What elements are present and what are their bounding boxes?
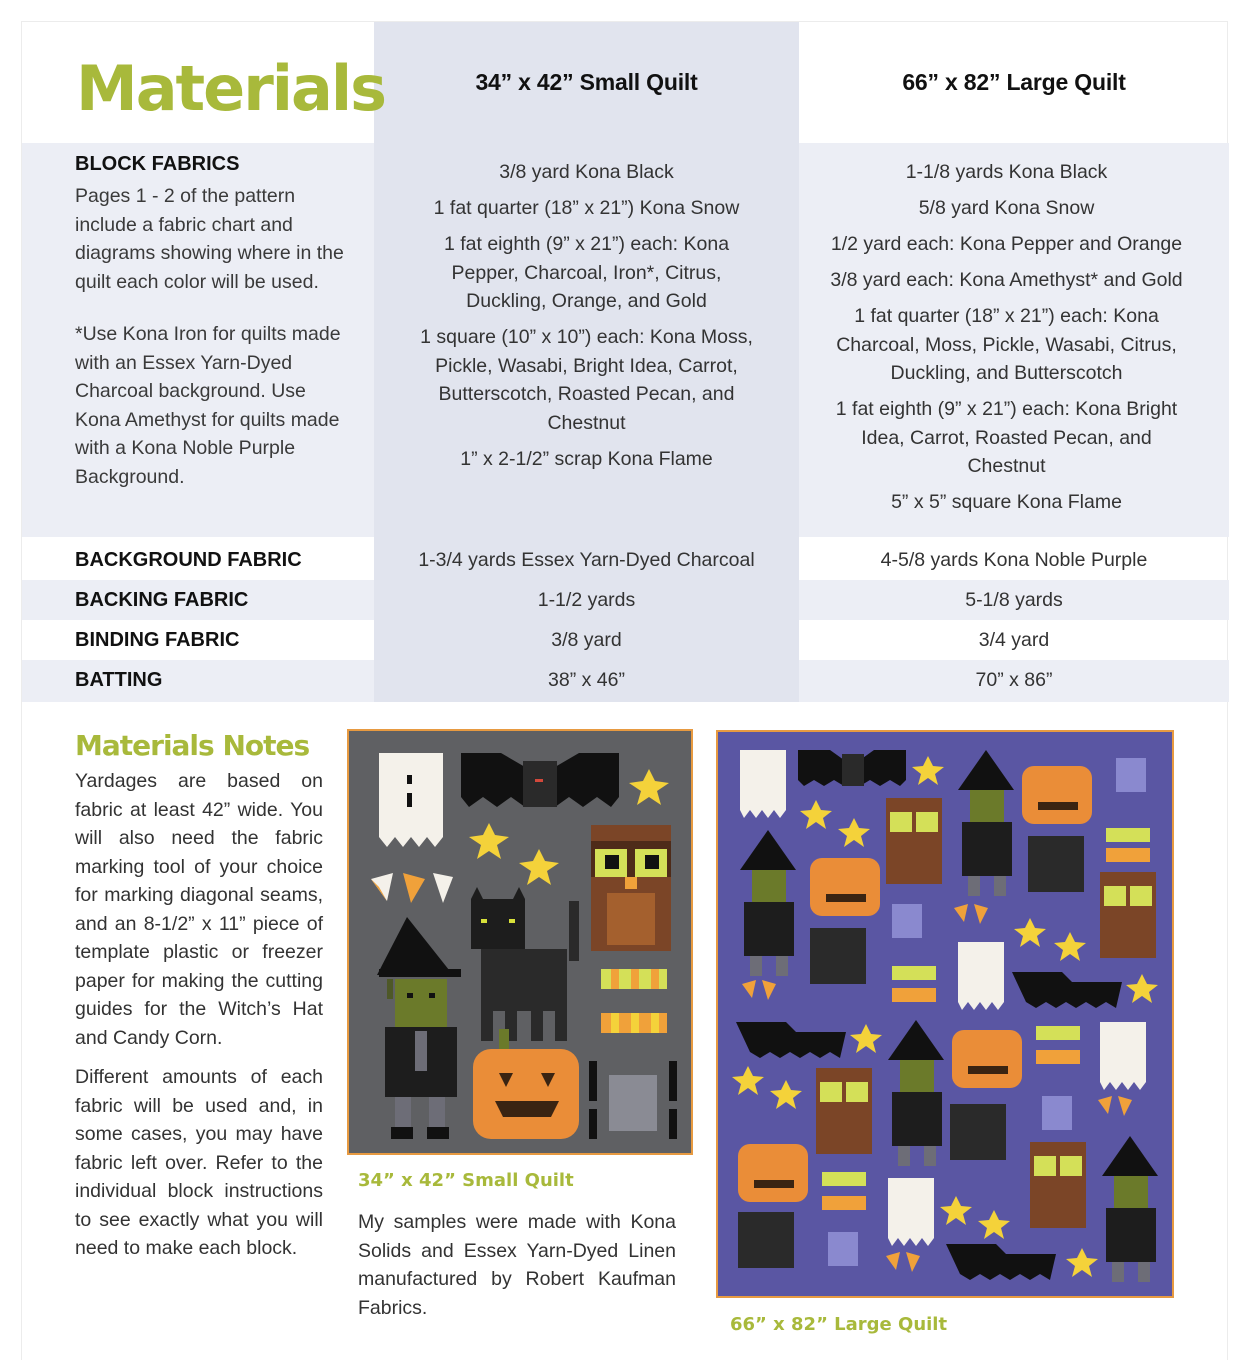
row-label: BACKGROUND FABRIC — [75, 549, 302, 571]
fabric-item: 5/8 yard Kona Snow — [918, 197, 1095, 219]
block-fabrics-note: *Use Kona Iron for quilts made with an Essex Yarn-Dyed Charcoal background. Use Kona Amethyst for quilts made with a Kona Noble Purple Background. — [75, 323, 341, 488]
row-value-large: 5-1/8 yards — [965, 589, 1063, 611]
block-fabrics-large — [824, 158, 1189, 524]
row-value-small: 1-3/4 yards Essex Yarn-Dyed Charcoal — [418, 549, 755, 571]
small-quilt-caption: 34” x 42” Small Quilt — [358, 1170, 574, 1191]
samples-note — [358, 1208, 676, 1322]
fabric-item: 1 fat eighth (9” x 21”) each: Kona Bright Idea, Carrot, Roasted Pecan, and Chestnut — [835, 398, 1178, 477]
materials-notes-paragraph: Yardages are based on fabric at least 42” wide. You will also need the fabric marking tool of your choice for marking diagonal seams, and an 8-1/2” x 11” piece of template plastic or freezer paper for making the cutting guides for the Witch’s Hat and Candy Corn. — [75, 770, 323, 1049]
materials-notes-title: Materials Notes — [75, 729, 310, 762]
large-quilt-image — [716, 730, 1174, 1298]
column-header-large — [799, 22, 1229, 143]
fabric-item: 1-1/8 yards Kona Black — [905, 161, 1108, 183]
materials-page — [21, 21, 1228, 1360]
block-fabrics-description: Pages 1 - 2 of the pattern include a fabric chart and diagrams showing where in the quilt each color will be used. — [75, 185, 344, 293]
table-row-binding — [22, 620, 1229, 660]
samples-text: My samples were made with Kona Solids and Essex Yarn-Dyed Linen manufactured by Robert Kaufman Fabrics. — [358, 1211, 676, 1319]
block-fabrics-small — [414, 158, 759, 481]
row-value-small: 38” x 46” — [548, 669, 625, 691]
column-header-small-label: 34” x 42” Small Quilt — [475, 69, 698, 95]
owl-icon — [1030, 1142, 1086, 1228]
row-value-large: 4-5/8 yards Kona Noble Purple — [880, 549, 1148, 571]
fabric-item: 5” x 5” square Kona Flame — [891, 491, 1122, 513]
block-fabrics-label-cell — [75, 153, 345, 491]
materials-notes-paragraph: Different amounts of each fabric will be used and, in some cases, you may have fabric left over. Refer to the individual block instructions to see exactly what you will need to make each block. — [75, 1066, 323, 1259]
table-row-batting — [22, 660, 1229, 700]
fabric-item: 1 fat eighth (9” x 21”) each: Kona Pepper, Charcoal, Iron*, Citrus, Duckling, Orange, and Gold — [443, 233, 730, 312]
fabric-item: 1 fat quarter (18” x 21”) each: Kona Charcoal, Moss, Pickle, Wasabi, Citrus, Duckling, and Butterscotch — [836, 305, 1177, 384]
row-label: BACKING FABRIC — [75, 589, 249, 611]
owl-icon — [1100, 872, 1156, 958]
row-label: BINDING FABRIC — [75, 629, 240, 651]
materials-notes-body — [75, 767, 323, 1274]
ghost-icon — [379, 753, 443, 847]
ghost-icon — [740, 750, 786, 818]
table-row-backing — [22, 580, 1229, 620]
row-value-small: 1-1/2 yards — [537, 589, 636, 611]
owl-icon — [886, 798, 942, 884]
fabric-item: 1 fat quarter (18” x 21”) Kona Snow — [433, 197, 740, 219]
large-quilt-caption: 66” x 82” Large Quilt — [730, 1314, 948, 1335]
row-value-small: 3/8 yard — [551, 629, 622, 651]
small-quilt-image — [347, 729, 693, 1155]
column-header-small — [374, 22, 799, 143]
row-label: BATTING — [75, 669, 163, 691]
owl-icon — [816, 1068, 872, 1154]
fabric-item: 1/2 yard each: Kona Pepper and Orange — [830, 233, 1183, 255]
owl-icon — [591, 825, 671, 951]
fabric-item: 3/8 yard each: Kona Amethyst* and Gold — [830, 269, 1183, 291]
column-header-large-label: 66” x 82” Large Quilt — [902, 69, 1126, 95]
fabric-item: 1” x 2-1/2” scrap Kona Flame — [460, 447, 713, 470]
page-title: Materials — [76, 52, 386, 125]
table-row-background — [22, 540, 1229, 580]
row-value-large: 70” x 86” — [975, 669, 1053, 691]
block-fabrics-label: BLOCK FABRICS — [75, 153, 240, 175]
fabric-item: 3/8 yard Kona Black — [499, 161, 674, 183]
fabric-item: 1 square (10” x 10”) each: Kona Moss, Pickle, Wasabi, Bright Idea, Carrot, Butterscotch, Roasted Pecan, and Chestnut — [420, 326, 753, 434]
row-value-large: 3/4 yard — [978, 629, 1050, 651]
